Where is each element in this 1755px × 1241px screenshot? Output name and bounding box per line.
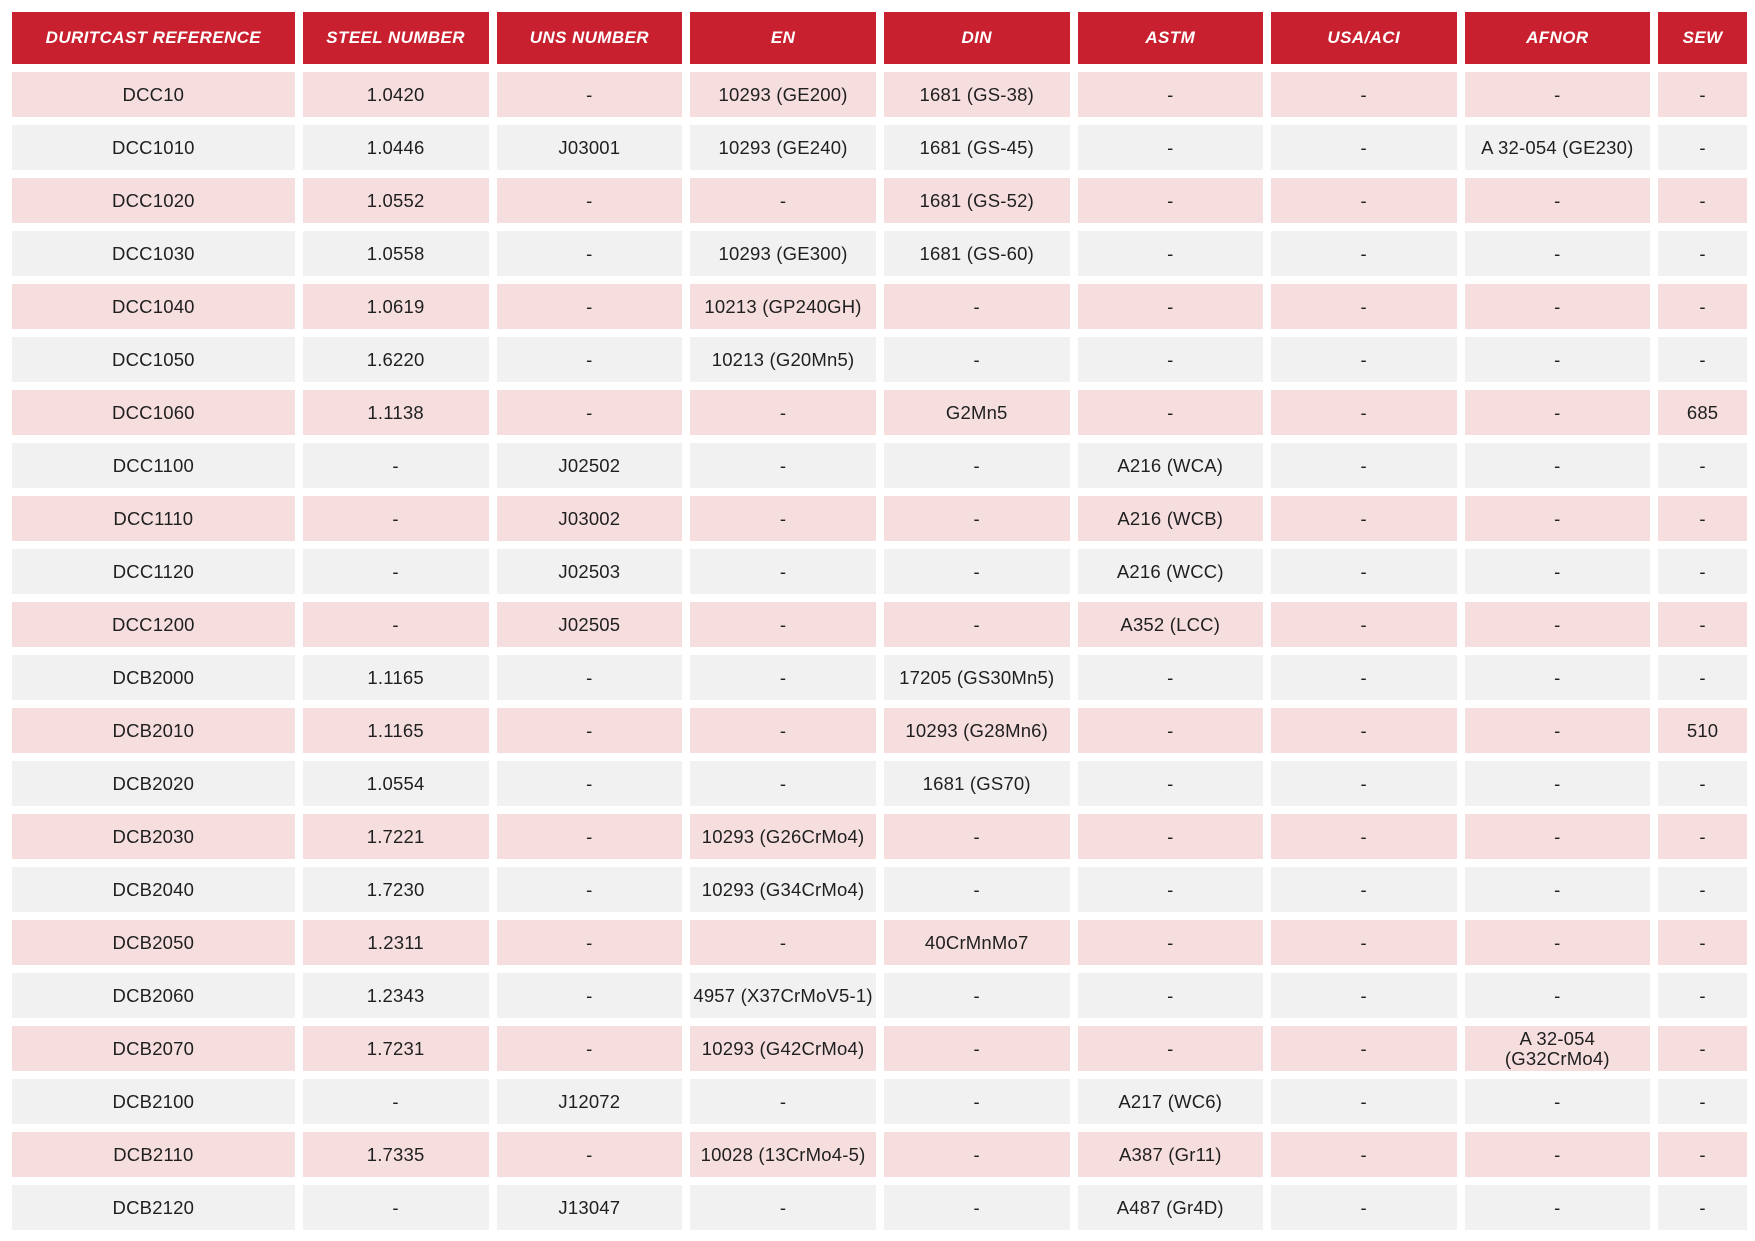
- cell-en: -: [690, 549, 876, 594]
- cell-uns-number: -: [497, 655, 683, 700]
- cell-uns-number: -: [497, 920, 683, 965]
- cell-usa-aci: -: [1271, 337, 1457, 382]
- cell-din: -: [884, 1185, 1070, 1230]
- cell-duritcast-reference: DCB2030: [12, 814, 295, 859]
- cell-uns-number: -: [497, 284, 683, 329]
- cell-afnor: -: [1465, 708, 1651, 753]
- cell-afnor: -: [1465, 337, 1651, 382]
- cell-uns-number: -: [497, 1132, 683, 1177]
- table-row: [12, 708, 1747, 753]
- cell-astm: -: [1078, 867, 1263, 912]
- cell-duritcast-reference: DCC1110: [12, 496, 295, 541]
- cell-sew: -: [1658, 549, 1747, 594]
- cell-afnor: -: [1465, 655, 1651, 700]
- cell-sew: -: [1658, 443, 1747, 488]
- table-row: [12, 549, 1747, 594]
- cell-sew: -: [1658, 814, 1747, 859]
- cell-steel-number: -: [303, 602, 489, 647]
- cell-din: 1681 (GS-60): [884, 231, 1070, 276]
- cell-usa-aci: -: [1271, 1026, 1457, 1071]
- table-row: [12, 125, 1747, 170]
- steel-reference-table: [4, 4, 1755, 1238]
- cell-steel-number: 1.6220: [303, 337, 489, 382]
- table-row: [12, 284, 1747, 329]
- cell-afnor: -: [1465, 178, 1651, 223]
- cell-sew: -: [1658, 231, 1747, 276]
- cell-afnor: -: [1465, 867, 1651, 912]
- cell-duritcast-reference: DCB2010: [12, 708, 295, 753]
- cell-afnor: -: [1465, 549, 1651, 594]
- header-din: DIN: [884, 12, 1070, 64]
- cell-duritcast-reference: DCC1120: [12, 549, 295, 594]
- cell-usa-aci: -: [1271, 178, 1457, 223]
- cell-astm: -: [1078, 178, 1263, 223]
- cell-usa-aci: -: [1271, 496, 1457, 541]
- cell-duritcast-reference: DCB2110: [12, 1132, 295, 1177]
- cell-astm: -: [1078, 814, 1263, 859]
- cell-astm: -: [1078, 125, 1263, 170]
- cell-astm: -: [1078, 284, 1263, 329]
- table-row: [12, 443, 1747, 488]
- cell-sew: -: [1658, 284, 1747, 329]
- cell-din: -: [884, 602, 1070, 647]
- cell-duritcast-reference: DCB2060: [12, 973, 295, 1018]
- cell-steel-number: 1.0619: [303, 284, 489, 329]
- cell-uns-number: -: [497, 390, 683, 435]
- cell-astm: A216 (WCC): [1078, 549, 1263, 594]
- cell-usa-aci: -: [1271, 867, 1457, 912]
- cell-usa-aci: -: [1271, 814, 1457, 859]
- cell-astm: -: [1078, 1026, 1263, 1071]
- cell-usa-aci: -: [1271, 973, 1457, 1018]
- cell-steel-number: 1.2311: [303, 920, 489, 965]
- cell-din: -: [884, 1132, 1070, 1177]
- cell-uns-number: J12072: [497, 1079, 683, 1124]
- table-row: [12, 1132, 1747, 1177]
- cell-uns-number: -: [497, 973, 683, 1018]
- cell-usa-aci: -: [1271, 920, 1457, 965]
- cell-en: 10293 (GE300): [690, 231, 876, 276]
- cell-din: -: [884, 337, 1070, 382]
- cell-steel-number: 1.0420: [303, 72, 489, 117]
- header-row: [12, 12, 1747, 64]
- cell-duritcast-reference: DCB2020: [12, 761, 295, 806]
- cell-duritcast-reference: DCC1050: [12, 337, 295, 382]
- table-row: [12, 231, 1747, 276]
- cell-din: 1681 (GS70): [884, 761, 1070, 806]
- cell-afnor: -: [1465, 602, 1651, 647]
- cell-duritcast-reference: DCC1040: [12, 284, 295, 329]
- cell-din: -: [884, 496, 1070, 541]
- cell-steel-number: -: [303, 1185, 489, 1230]
- cell-afnor: -: [1465, 284, 1651, 329]
- cell-usa-aci: -: [1271, 231, 1457, 276]
- cell-steel-number: 1.2343: [303, 973, 489, 1018]
- cell-uns-number: -: [497, 337, 683, 382]
- cell-usa-aci: -: [1271, 549, 1457, 594]
- cell-din: 1681 (GS-52): [884, 178, 1070, 223]
- table-row: [12, 920, 1747, 965]
- cell-steel-number: -: [303, 443, 489, 488]
- cell-duritcast-reference: DCB2040: [12, 867, 295, 912]
- cell-steel-number: 1.1138: [303, 390, 489, 435]
- cell-duritcast-reference: DCC1060: [12, 390, 295, 435]
- cell-afnor: -: [1465, 814, 1651, 859]
- cell-en: -: [690, 920, 876, 965]
- cell-en: 10293 (GE240): [690, 125, 876, 170]
- cell-sew: -: [1658, 178, 1747, 223]
- table-row: [12, 761, 1747, 806]
- cell-uns-number: -: [497, 231, 683, 276]
- cell-en: 10293 (G42CrMo4): [690, 1026, 876, 1071]
- cell-usa-aci: -: [1271, 708, 1457, 753]
- cell-en: -: [690, 178, 876, 223]
- header-afnor: AFNOR: [1465, 12, 1651, 64]
- cell-usa-aci: -: [1271, 1079, 1457, 1124]
- cell-usa-aci: -: [1271, 443, 1457, 488]
- cell-sew: -: [1658, 72, 1747, 117]
- cell-astm: A216 (WCA): [1078, 443, 1263, 488]
- header-usa-aci: USA/ACI: [1271, 12, 1457, 64]
- table-row: [12, 814, 1747, 859]
- table-row: [12, 390, 1747, 435]
- cell-en: -: [690, 655, 876, 700]
- cell-din: 40CrMnMo7: [884, 920, 1070, 965]
- table-row: [12, 867, 1747, 912]
- cell-usa-aci: -: [1271, 761, 1457, 806]
- cell-duritcast-reference: DCB2000: [12, 655, 295, 700]
- cell-afnor: -: [1465, 1185, 1651, 1230]
- cell-usa-aci: -: [1271, 72, 1457, 117]
- cell-uns-number: -: [497, 814, 683, 859]
- cell-steel-number: 1.7230: [303, 867, 489, 912]
- cell-en: -: [690, 761, 876, 806]
- cell-sew: -: [1658, 761, 1747, 806]
- table-row: [12, 178, 1747, 223]
- cell-din: 17205 (GS30Mn5): [884, 655, 1070, 700]
- cell-duritcast-reference: DCC10: [12, 72, 295, 117]
- table-row: [12, 1079, 1747, 1124]
- cell-sew: -: [1658, 973, 1747, 1018]
- table-row: [12, 1026, 1747, 1071]
- cell-astm: -: [1078, 655, 1263, 700]
- cell-din: -: [884, 549, 1070, 594]
- cell-din: -: [884, 443, 1070, 488]
- cell-astm: -: [1078, 390, 1263, 435]
- header-uns-number: UNS NUMBER: [497, 12, 683, 64]
- cell-uns-number: J02505: [497, 602, 683, 647]
- cell-afnor: -: [1465, 973, 1651, 1018]
- cell-en: -: [690, 708, 876, 753]
- table-body: [12, 72, 1747, 1230]
- cell-sew: -: [1658, 1132, 1747, 1177]
- cell-duritcast-reference: DCB2120: [12, 1185, 295, 1230]
- cell-din: -: [884, 1079, 1070, 1124]
- cell-din: G2Mn5: [884, 390, 1070, 435]
- cell-steel-number: 1.1165: [303, 708, 489, 753]
- cell-afnor: -: [1465, 1079, 1651, 1124]
- cell-en: 10293 (G34CrMo4): [690, 867, 876, 912]
- cell-en: 10293 (G26CrMo4): [690, 814, 876, 859]
- cell-afnor: -: [1465, 920, 1651, 965]
- cell-en: 10028 (13CrMo4-5): [690, 1132, 876, 1177]
- cell-usa-aci: -: [1271, 125, 1457, 170]
- cell-usa-aci: -: [1271, 602, 1457, 647]
- table-row: [12, 496, 1747, 541]
- table-row: [12, 973, 1747, 1018]
- cell-en: -: [690, 1079, 876, 1124]
- cell-din: -: [884, 814, 1070, 859]
- cell-steel-number: 1.7221: [303, 814, 489, 859]
- cell-uns-number: -: [497, 72, 683, 117]
- header-en: EN: [690, 12, 876, 64]
- table-row: [12, 1185, 1747, 1230]
- cell-duritcast-reference: DCB2070: [12, 1026, 295, 1071]
- cell-din: -: [884, 973, 1070, 1018]
- cell-uns-number: -: [497, 178, 683, 223]
- cell-en: 10213 (GP240GH): [690, 284, 876, 329]
- cell-din: -: [884, 867, 1070, 912]
- cell-din: -: [884, 1026, 1070, 1071]
- cell-sew: -: [1658, 1185, 1747, 1230]
- cell-sew: 510: [1658, 708, 1747, 753]
- cell-uns-number: J13047: [497, 1185, 683, 1230]
- cell-astm: -: [1078, 920, 1263, 965]
- cell-sew: -: [1658, 655, 1747, 700]
- cell-en: -: [690, 602, 876, 647]
- cell-duritcast-reference: DCC1020: [12, 178, 295, 223]
- cell-afnor: -: [1465, 231, 1651, 276]
- cell-usa-aci: -: [1271, 1185, 1457, 1230]
- cell-afnor: A 32-054 (G32CrMo4): [1465, 1026, 1651, 1071]
- cell-astm: A216 (WCB): [1078, 496, 1263, 541]
- cell-astm: -: [1078, 231, 1263, 276]
- cell-din: 1681 (GS-38): [884, 72, 1070, 117]
- cell-steel-number: 1.0446: [303, 125, 489, 170]
- cell-usa-aci: -: [1271, 284, 1457, 329]
- cell-afnor: -: [1465, 496, 1651, 541]
- cell-steel-number: -: [303, 549, 489, 594]
- cell-en: -: [690, 496, 876, 541]
- cell-sew: -: [1658, 1079, 1747, 1124]
- cell-astm: -: [1078, 761, 1263, 806]
- cell-steel-number: 1.0554: [303, 761, 489, 806]
- cell-en: -: [690, 443, 876, 488]
- cell-sew: -: [1658, 125, 1747, 170]
- table-row: [12, 72, 1747, 117]
- table-row: [12, 655, 1747, 700]
- cell-steel-number: 1.7335: [303, 1132, 489, 1177]
- cell-afnor: -: [1465, 761, 1651, 806]
- header-duritcast-reference: DURITCAST REFERENCE: [12, 12, 295, 64]
- cell-uns-number: J02503: [497, 549, 683, 594]
- cell-sew: 685: [1658, 390, 1747, 435]
- cell-steel-number: 1.1165: [303, 655, 489, 700]
- header-steel-number: STEEL NUMBER: [303, 12, 489, 64]
- cell-din: 10293 (G28Mn6): [884, 708, 1070, 753]
- cell-en: 10213 (G20Mn5): [690, 337, 876, 382]
- cell-duritcast-reference: DCC1100: [12, 443, 295, 488]
- cell-astm: A487 (Gr4D): [1078, 1185, 1263, 1230]
- cell-sew: -: [1658, 867, 1747, 912]
- cell-astm: A217 (WC6): [1078, 1079, 1263, 1124]
- cell-uns-number: -: [497, 1026, 683, 1071]
- cell-din: 1681 (GS-45): [884, 125, 1070, 170]
- cell-afnor: -: [1465, 1132, 1651, 1177]
- cell-afnor: -: [1465, 443, 1651, 488]
- cell-usa-aci: -: [1271, 1132, 1457, 1177]
- cell-uns-number: J03002: [497, 496, 683, 541]
- cell-uns-number: J03001: [497, 125, 683, 170]
- cell-astm: -: [1078, 708, 1263, 753]
- cell-astm: A352 (LCC): [1078, 602, 1263, 647]
- cell-steel-number: -: [303, 496, 489, 541]
- cell-steel-number: -: [303, 1079, 489, 1124]
- cell-sew: -: [1658, 920, 1747, 965]
- table-row: [12, 337, 1747, 382]
- cell-en: 4957 (X37CrMoV5-1): [690, 973, 876, 1018]
- cell-steel-number: 1.0552: [303, 178, 489, 223]
- cell-sew: -: [1658, 337, 1747, 382]
- cell-sew: -: [1658, 602, 1747, 647]
- cell-steel-number: 1.7231: [303, 1026, 489, 1071]
- cell-astm: -: [1078, 973, 1263, 1018]
- cell-afnor: -: [1465, 72, 1651, 117]
- cell-uns-number: -: [497, 761, 683, 806]
- cell-afnor: -: [1465, 390, 1651, 435]
- cell-uns-number: J02502: [497, 443, 683, 488]
- cell-duritcast-reference: DCC1030: [12, 231, 295, 276]
- cell-uns-number: -: [497, 708, 683, 753]
- cell-afnor: A 32-054 (GE230): [1465, 125, 1651, 170]
- cell-duritcast-reference: DCC1200: [12, 602, 295, 647]
- cell-usa-aci: -: [1271, 655, 1457, 700]
- cell-duritcast-reference: DCB2050: [12, 920, 295, 965]
- cell-din: -: [884, 284, 1070, 329]
- cell-duritcast-reference: DCB2100: [12, 1079, 295, 1124]
- cell-uns-number: -: [497, 867, 683, 912]
- header-sew: SEW: [1658, 12, 1747, 64]
- cell-en: 10293 (GE200): [690, 72, 876, 117]
- cell-steel-number: 1.0558: [303, 231, 489, 276]
- cell-astm: -: [1078, 72, 1263, 117]
- cell-duritcast-reference: DCC1010: [12, 125, 295, 170]
- header-astm: ASTM: [1078, 12, 1263, 64]
- cell-usa-aci: -: [1271, 390, 1457, 435]
- cell-astm: -: [1078, 337, 1263, 382]
- cell-en: -: [690, 390, 876, 435]
- cell-sew: -: [1658, 496, 1747, 541]
- cell-en: -: [690, 1185, 876, 1230]
- cell-sew: -: [1658, 1026, 1747, 1071]
- table-row: [12, 602, 1747, 647]
- cell-astm: A387 (Gr11): [1078, 1132, 1263, 1177]
